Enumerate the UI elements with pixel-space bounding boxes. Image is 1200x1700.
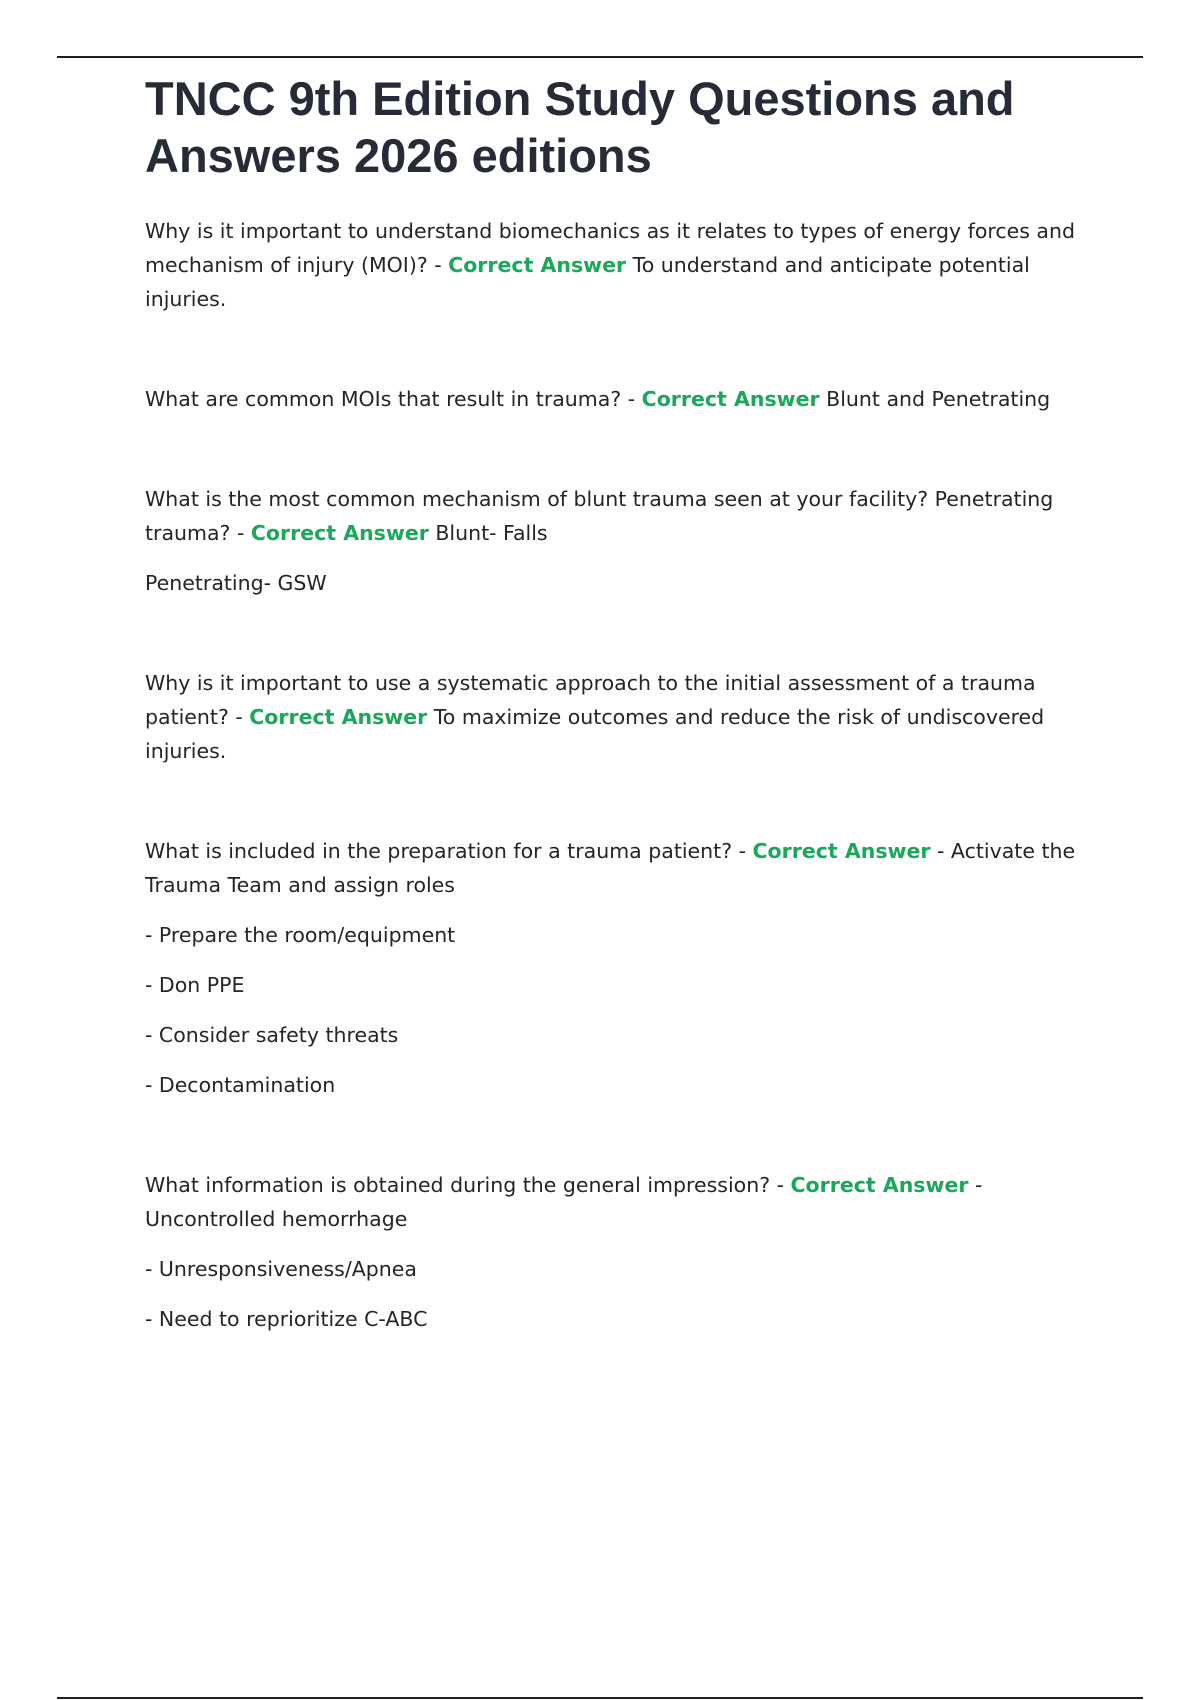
title-line-2: Answers 2026 editions xyxy=(145,129,652,182)
answer-text: Blunt- Falls xyxy=(428,521,548,545)
correct-answer-label: Correct Answer xyxy=(249,705,428,729)
question-text: What information is obtained during the general impression? - xyxy=(145,1173,791,1197)
qa-item xyxy=(145,1168,1090,1336)
document-title xyxy=(145,70,1090,184)
top-rule xyxy=(57,56,1143,58)
correct-answer-label: Correct Answer xyxy=(448,253,627,277)
question-text: What are common MOIs that result in trauma? - xyxy=(145,387,642,411)
qa-item xyxy=(145,382,1090,416)
correct-answer-label: Correct Answer xyxy=(250,521,429,545)
title-line-1: TNCC 9th Edition Study Questions and xyxy=(145,72,1015,125)
correct-answer-label: Correct Answer xyxy=(752,839,931,863)
question-text: Why is it important to use a systematic approach to the initial assessment of a trauma patient? - xyxy=(145,671,1036,729)
answer-text: To maximize outcomes and reduce the risk of undiscovered injuries. xyxy=(145,705,1045,763)
answer-continuation: - Don PPE xyxy=(145,973,245,997)
qa-item xyxy=(145,834,1090,1102)
question-text: What is the most common mechanism of blunt trauma seen at your facility? Penetrating trauma? - xyxy=(145,487,1054,545)
answer-continuation: - Prepare the room/equipment xyxy=(145,923,456,947)
qa-question-paragraph xyxy=(145,666,1090,768)
question-text: Why is it important to understand biomechanics as it relates to types of energy forces and mechanism of injury (MOI)? - xyxy=(145,219,1075,277)
correct-answer-label: Correct Answer xyxy=(641,387,820,411)
answer-continuation: - Unresponsiveness/Apnea xyxy=(145,1257,417,1281)
answer-continuation: - Need to reprioritize C-ABC xyxy=(145,1307,428,1331)
qa-question-paragraph xyxy=(145,1168,1090,1236)
correct-answer-label: Correct Answer xyxy=(790,1173,969,1197)
answer-continuation: - Consider safety threats xyxy=(145,1023,399,1047)
qa-item xyxy=(145,666,1090,768)
qa-item xyxy=(145,214,1090,316)
answer-text: To understand and anticipate potential injuries. xyxy=(145,253,1030,311)
answer-text: - Activate the Trauma Team and assign roles xyxy=(145,839,1076,897)
answer-continuation: Penetrating- GSW xyxy=(145,571,327,595)
document-body xyxy=(145,70,1090,1336)
answer-text: - Uncontrolled hemorrhage xyxy=(145,1173,983,1231)
qa-question-paragraph xyxy=(145,382,1090,416)
qa-item xyxy=(145,482,1090,600)
qa-question-paragraph xyxy=(145,214,1090,316)
qa-question-paragraph xyxy=(145,482,1090,550)
bottom-rule xyxy=(57,1697,1143,1699)
question-text: What is included in the preparation for a trauma patient? - xyxy=(145,839,753,863)
qa-list xyxy=(145,214,1090,1336)
qa-question-paragraph xyxy=(145,834,1090,902)
answer-text: Blunt and Penetrating xyxy=(819,387,1051,411)
answer-continuation: - Decontamination xyxy=(145,1073,336,1097)
